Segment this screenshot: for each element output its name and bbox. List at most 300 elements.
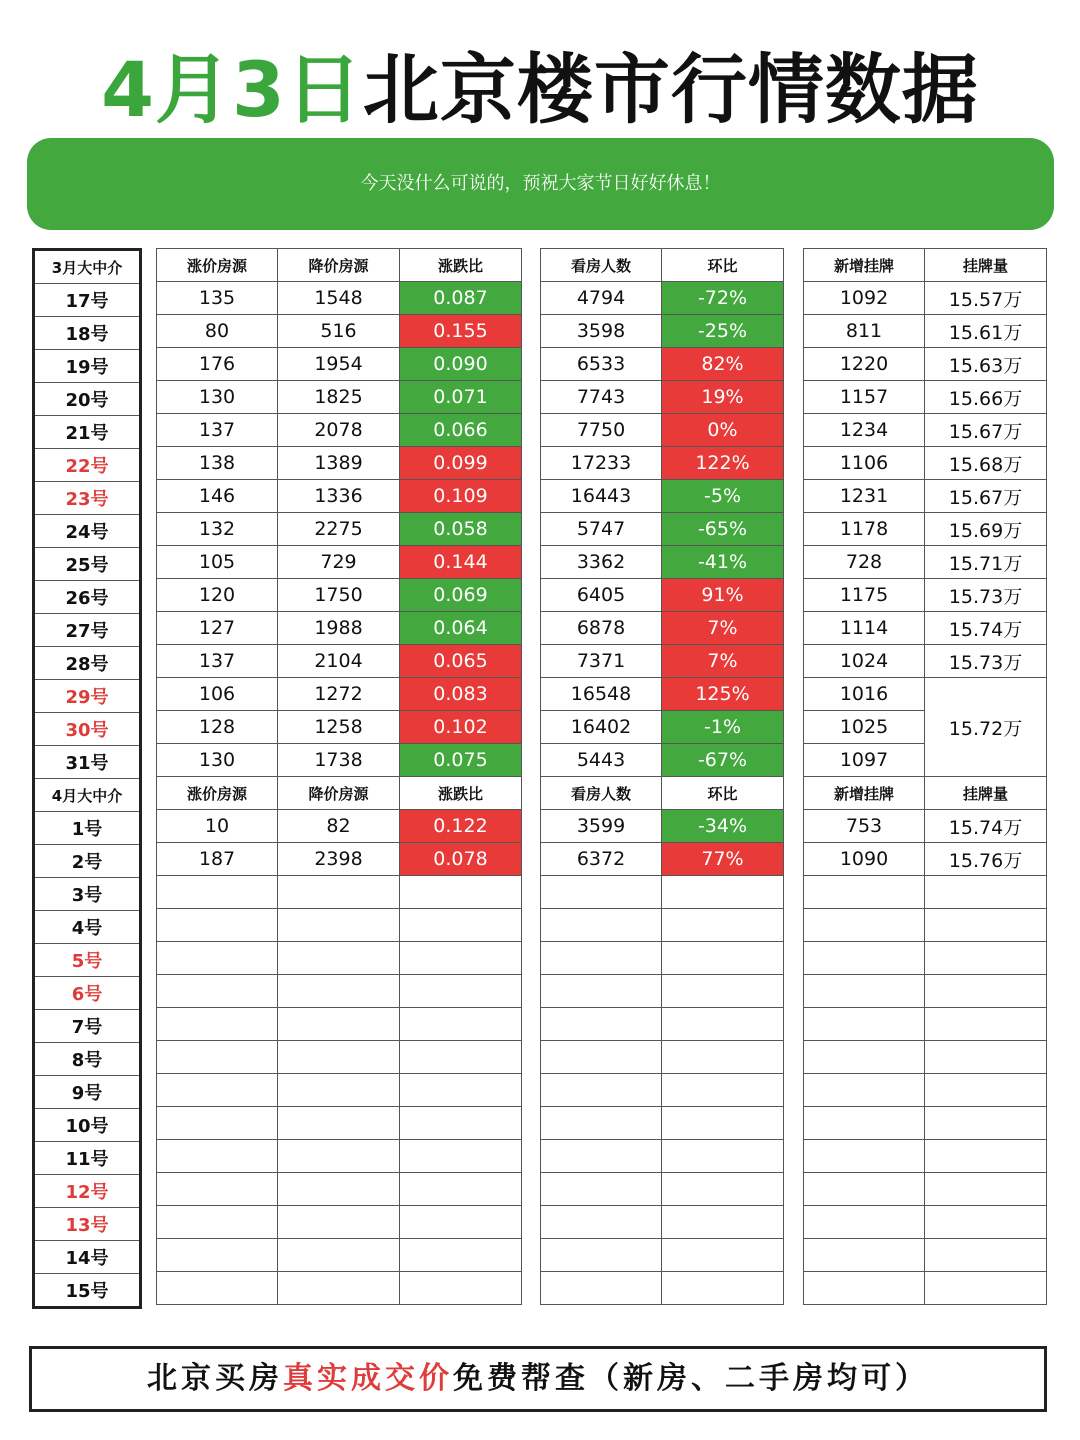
up-count: 132 — [157, 513, 278, 546]
visitor-count — [541, 909, 662, 942]
mom-change: -5% — [662, 480, 784, 513]
up-count — [157, 1206, 278, 1239]
date-row — [34, 845, 141, 878]
total-listings: 15.72万 — [925, 678, 1047, 777]
date-row — [34, 746, 141, 779]
up-down-ratio — [400, 1206, 522, 1239]
table-row — [157, 942, 522, 975]
date-row — [34, 449, 141, 482]
date-label: 26号 — [34, 581, 141, 614]
mom-change: -41% — [662, 546, 784, 579]
new-listings — [804, 1041, 925, 1074]
new-listings: 753 — [804, 810, 925, 843]
table-row — [804, 810, 1047, 843]
date-label: 13号 — [34, 1208, 141, 1241]
up-count: 146 — [157, 480, 278, 513]
up-count: 128 — [157, 711, 278, 744]
date-label: 24号 — [34, 515, 141, 548]
visitor-count — [541, 1107, 662, 1140]
up-down-ratio — [400, 1239, 522, 1272]
new-listings — [804, 876, 925, 909]
mom-change: 7% — [662, 612, 784, 645]
table-row — [541, 744, 784, 777]
new-listings — [804, 975, 925, 1008]
date-column-table — [32, 248, 142, 1309]
mom-change — [662, 1239, 784, 1272]
date-row — [34, 1076, 141, 1109]
down-count: 729 — [278, 546, 400, 579]
mom-change — [662, 909, 784, 942]
date-label: 30号 — [34, 713, 141, 746]
new-listings — [804, 909, 925, 942]
up-down-ratio: 0.065 — [400, 645, 522, 678]
date-label: 11号 — [34, 1142, 141, 1175]
date-label: 4号 — [34, 911, 141, 944]
down-count — [278, 1140, 400, 1173]
mom-change — [662, 942, 784, 975]
down-count — [278, 1008, 400, 1041]
new-listings: 1178 — [804, 513, 925, 546]
table-row — [157, 348, 522, 381]
table-row — [541, 711, 784, 744]
new-listings: 1090 — [804, 843, 925, 876]
down-count — [278, 1206, 400, 1239]
down-header: 降价房源 — [278, 249, 400, 282]
date-row — [34, 1241, 141, 1274]
down-count — [278, 1041, 400, 1074]
mom-change — [662, 1041, 784, 1074]
visitor-count — [541, 1008, 662, 1041]
up-down-ratio: 0.071 — [400, 381, 522, 414]
up-count — [157, 909, 278, 942]
date-row — [34, 284, 141, 317]
visitor-count: 16402 — [541, 711, 662, 744]
table-row — [541, 612, 784, 645]
mom-change: -34% — [662, 810, 784, 843]
down-count: 1825 — [278, 381, 400, 414]
table-row — [541, 1206, 784, 1239]
table-row — [541, 1140, 784, 1173]
date-label: 20号 — [34, 383, 141, 416]
up-count — [157, 975, 278, 1008]
mom-change — [662, 876, 784, 909]
mom-change: -1% — [662, 711, 784, 744]
new-listings — [804, 1107, 925, 1140]
table-row — [804, 1272, 1047, 1305]
table-row — [541, 1074, 784, 1107]
date-row — [34, 878, 141, 911]
mom-change — [662, 1074, 784, 1107]
total-listings — [925, 1041, 1047, 1074]
up-count: 106 — [157, 678, 278, 711]
date-row — [34, 977, 141, 1010]
down-count: 1272 — [278, 678, 400, 711]
date-row — [34, 1274, 141, 1308]
down-count — [278, 1239, 400, 1272]
table-row — [157, 1272, 522, 1305]
mom-change — [662, 1140, 784, 1173]
title-main: 北京楼市行情数据 — [362, 45, 979, 134]
down-count: 2275 — [278, 513, 400, 546]
table-row — [541, 315, 784, 348]
table-row — [804, 480, 1047, 513]
down-count — [278, 1107, 400, 1140]
table-row — [157, 447, 522, 480]
mom-change — [662, 1173, 784, 1206]
mom-change: -67% — [662, 744, 784, 777]
visitor-count — [541, 1041, 662, 1074]
down-count: 1738 — [278, 744, 400, 777]
date-row — [34, 614, 141, 647]
table-row — [541, 546, 784, 579]
up-count: 127 — [157, 612, 278, 645]
visitor-count: 5747 — [541, 513, 662, 546]
table-row — [541, 876, 784, 909]
date-label: 25号 — [34, 548, 141, 581]
up-down-ratio — [400, 1272, 522, 1305]
up-count: 187 — [157, 843, 278, 876]
visitor-count: 6405 — [541, 579, 662, 612]
table-row — [804, 315, 1047, 348]
up-count — [157, 876, 278, 909]
table-row — [541, 678, 784, 711]
visitor-count: 16548 — [541, 678, 662, 711]
table-row — [157, 909, 522, 942]
date-label: 7号 — [34, 1010, 141, 1043]
total-listings-header: 挂牌量 — [925, 249, 1047, 282]
new-listings — [804, 1206, 925, 1239]
new-listings: 1106 — [804, 447, 925, 480]
visitor-count — [541, 1074, 662, 1107]
total-listings — [925, 1239, 1047, 1272]
up-count: 138 — [157, 447, 278, 480]
new-listings: 1231 — [804, 480, 925, 513]
table-row — [541, 1107, 784, 1140]
table-row — [804, 447, 1047, 480]
mom-change: -25% — [662, 315, 784, 348]
mom-change: 122% — [662, 447, 784, 480]
table-row — [157, 1107, 522, 1140]
table-row — [804, 546, 1047, 579]
table-row — [157, 612, 522, 645]
total-listings: 15.66万 — [925, 381, 1047, 414]
date-row — [34, 482, 141, 515]
table-row — [541, 348, 784, 381]
visitor-count: 7743 — [541, 381, 662, 414]
visitor-count: 16443 — [541, 480, 662, 513]
down-header: 降价房源 — [278, 777, 400, 810]
date-row — [34, 713, 141, 746]
date-row — [34, 1043, 141, 1076]
table-row — [157, 1074, 522, 1107]
table-row — [804, 612, 1047, 645]
up-down-ratio — [400, 1107, 522, 1140]
down-count — [278, 1272, 400, 1305]
table-row — [804, 909, 1047, 942]
up-count: 105 — [157, 546, 278, 579]
new-listings — [804, 942, 925, 975]
up-header: 涨价房源 — [157, 249, 278, 282]
header-row — [804, 777, 1047, 810]
new-listings — [804, 1272, 925, 1305]
ratio-header: 涨跌比 — [400, 777, 522, 810]
visitor-count: 4794 — [541, 282, 662, 315]
down-count — [278, 876, 400, 909]
down-count: 82 — [278, 810, 400, 843]
up-down-ratio — [400, 1041, 522, 1074]
up-count: 176 — [157, 348, 278, 381]
table-row — [804, 381, 1047, 414]
table-row — [804, 843, 1047, 876]
table-row — [804, 876, 1047, 909]
table-row — [157, 1008, 522, 1041]
month-header-row — [34, 779, 141, 812]
down-count: 1988 — [278, 612, 400, 645]
total-listings — [925, 909, 1047, 942]
down-count: 1750 — [278, 579, 400, 612]
up-count: 135 — [157, 282, 278, 315]
up-count — [157, 1239, 278, 1272]
visitor-count — [541, 1173, 662, 1206]
visitor-count — [541, 1272, 662, 1305]
header-row — [804, 249, 1047, 282]
footer-text-1: 北京买房 — [147, 1361, 283, 1396]
mom-change — [662, 1272, 784, 1305]
date-row — [34, 1142, 141, 1175]
mom-change: 125% — [662, 678, 784, 711]
table-row — [804, 1107, 1047, 1140]
footer-highlight: 真实成交价 — [283, 1361, 453, 1396]
table-row — [157, 843, 522, 876]
down-count: 2104 — [278, 645, 400, 678]
down-count: 1548 — [278, 282, 400, 315]
total-listings — [925, 1107, 1047, 1140]
total-listings: 15.71万 — [925, 546, 1047, 579]
total-listings — [925, 975, 1047, 1008]
mom-change — [662, 1008, 784, 1041]
table-row — [157, 579, 522, 612]
date-row — [34, 581, 141, 614]
total-listings: 15.57万 — [925, 282, 1047, 315]
price-change-table — [156, 248, 522, 1305]
header-row — [541, 777, 784, 810]
date-row — [34, 416, 141, 449]
table-row — [157, 678, 522, 711]
date-row — [34, 647, 141, 680]
header-row — [541, 249, 784, 282]
total-listings — [925, 1008, 1047, 1041]
new-listings: 1157 — [804, 381, 925, 414]
new-listings — [804, 1140, 925, 1173]
visitor-count: 6372 — [541, 843, 662, 876]
visitor-count: 6878 — [541, 612, 662, 645]
mom-change — [662, 975, 784, 1008]
up-count — [157, 942, 278, 975]
total-listings: 15.73万 — [925, 645, 1047, 678]
mom-change: 77% — [662, 843, 784, 876]
down-count: 2078 — [278, 414, 400, 447]
down-count: 1389 — [278, 447, 400, 480]
date-row — [34, 383, 141, 416]
up-down-ratio — [400, 942, 522, 975]
header-row — [157, 777, 522, 810]
up-down-ratio: 0.069 — [400, 579, 522, 612]
footer-text-2: 免费帮查（新房、二手房均可） — [453, 1361, 929, 1396]
date-label: 5号 — [34, 944, 141, 977]
new-listings-header: 新增挂牌 — [804, 777, 925, 810]
new-listings: 1025 — [804, 711, 925, 744]
new-listings: 1175 — [804, 579, 925, 612]
visitor-count: 6533 — [541, 348, 662, 381]
down-count: 1336 — [278, 480, 400, 513]
date-row — [34, 1010, 141, 1043]
visitor-count: 5443 — [541, 744, 662, 777]
header-row — [157, 249, 522, 282]
mom-header: 环比 — [662, 249, 784, 282]
up-down-ratio: 0.155 — [400, 315, 522, 348]
table-row — [804, 1173, 1047, 1206]
visitors-table — [540, 248, 784, 1305]
table-row — [157, 645, 522, 678]
up-count: 137 — [157, 645, 278, 678]
visitor-count — [541, 1239, 662, 1272]
date-row — [34, 911, 141, 944]
table-row — [157, 546, 522, 579]
new-listings: 1016 — [804, 678, 925, 711]
total-listings: 15.68万 — [925, 447, 1047, 480]
new-listings — [804, 1008, 925, 1041]
down-count — [278, 1173, 400, 1206]
table-row — [804, 1206, 1047, 1239]
mom-change: -65% — [662, 513, 784, 546]
date-label: 22号 — [34, 449, 141, 482]
new-listings: 1114 — [804, 612, 925, 645]
ratio-header: 涨跌比 — [400, 249, 522, 282]
up-count: 137 — [157, 414, 278, 447]
up-down-ratio: 0.122 — [400, 810, 522, 843]
new-listings: 728 — [804, 546, 925, 579]
new-listings: 1024 — [804, 645, 925, 678]
mom-change: 91% — [662, 579, 784, 612]
table-row — [157, 1140, 522, 1173]
date-label: 19号 — [34, 350, 141, 383]
title-date: 4月3日 — [101, 45, 363, 134]
date-row — [34, 317, 141, 350]
table-row — [157, 975, 522, 1008]
table-row — [541, 1008, 784, 1041]
new-listings-header: 新增挂牌 — [804, 249, 925, 282]
table-row — [157, 810, 522, 843]
new-listings: 1097 — [804, 744, 925, 777]
up-down-ratio — [400, 1008, 522, 1041]
visitor-count: 7371 — [541, 645, 662, 678]
up-down-ratio — [400, 909, 522, 942]
up-count — [157, 1074, 278, 1107]
visitor-count — [541, 876, 662, 909]
date-row — [34, 548, 141, 581]
down-count: 1954 — [278, 348, 400, 381]
date-label: 21号 — [34, 416, 141, 449]
new-listings: 1234 — [804, 414, 925, 447]
date-row — [34, 1175, 141, 1208]
up-down-ratio: 0.102 — [400, 711, 522, 744]
total-listings: 15.74万 — [925, 810, 1047, 843]
table-row — [157, 282, 522, 315]
table-row — [804, 975, 1047, 1008]
mom-change — [662, 1107, 784, 1140]
mom-change: 7% — [662, 645, 784, 678]
visitor-count: 3362 — [541, 546, 662, 579]
date-row — [34, 812, 141, 845]
up-count — [157, 1107, 278, 1140]
down-count — [278, 942, 400, 975]
table-row — [804, 1074, 1047, 1107]
date-label: 9号 — [34, 1076, 141, 1109]
up-down-ratio: 0.066 — [400, 414, 522, 447]
table-row — [541, 447, 784, 480]
down-count: 1258 — [278, 711, 400, 744]
up-header: 涨价房源 — [157, 777, 278, 810]
table-row — [804, 678, 1047, 711]
date-row — [34, 350, 141, 383]
date-label: 29号 — [34, 680, 141, 713]
table-row — [157, 744, 522, 777]
up-down-ratio: 0.144 — [400, 546, 522, 579]
new-listings — [804, 1173, 925, 1206]
total-listings: 15.67万 — [925, 414, 1047, 447]
new-listings — [804, 1074, 925, 1107]
table-row — [157, 381, 522, 414]
table-row — [541, 843, 784, 876]
table-row — [804, 1008, 1047, 1041]
table-row — [804, 282, 1047, 315]
visitor-count — [541, 942, 662, 975]
total-listings — [925, 1074, 1047, 1107]
table-row — [541, 381, 784, 414]
date-label: 2号 — [34, 845, 141, 878]
down-count — [278, 909, 400, 942]
total-listings: 15.67万 — [925, 480, 1047, 513]
total-listings: 15.74万 — [925, 612, 1047, 645]
mom-change: 82% — [662, 348, 784, 381]
mom-change: 0% — [662, 414, 784, 447]
up-count: 120 — [157, 579, 278, 612]
total-listings: 15.69万 — [925, 513, 1047, 546]
visitors-header: 看房人数 — [541, 249, 662, 282]
total-listings — [925, 1206, 1047, 1239]
total-listings — [925, 1140, 1047, 1173]
table-row — [157, 315, 522, 348]
table-row — [541, 645, 784, 678]
table-row — [157, 876, 522, 909]
date-label: 12号 — [34, 1175, 141, 1208]
total-listings — [925, 942, 1047, 975]
date-label: 14号 — [34, 1241, 141, 1274]
date-row — [34, 1109, 141, 1142]
date-row — [34, 680, 141, 713]
down-count: 2398 — [278, 843, 400, 876]
table-row — [541, 414, 784, 447]
up-count: 10 — [157, 810, 278, 843]
visitor-count — [541, 1206, 662, 1239]
up-down-ratio — [400, 1173, 522, 1206]
up-down-ratio: 0.109 — [400, 480, 522, 513]
mom-change: 19% — [662, 381, 784, 414]
up-count — [157, 1041, 278, 1074]
new-listings: 1092 — [804, 282, 925, 315]
date-label: 10号 — [34, 1109, 141, 1142]
up-down-ratio: 0.078 — [400, 843, 522, 876]
